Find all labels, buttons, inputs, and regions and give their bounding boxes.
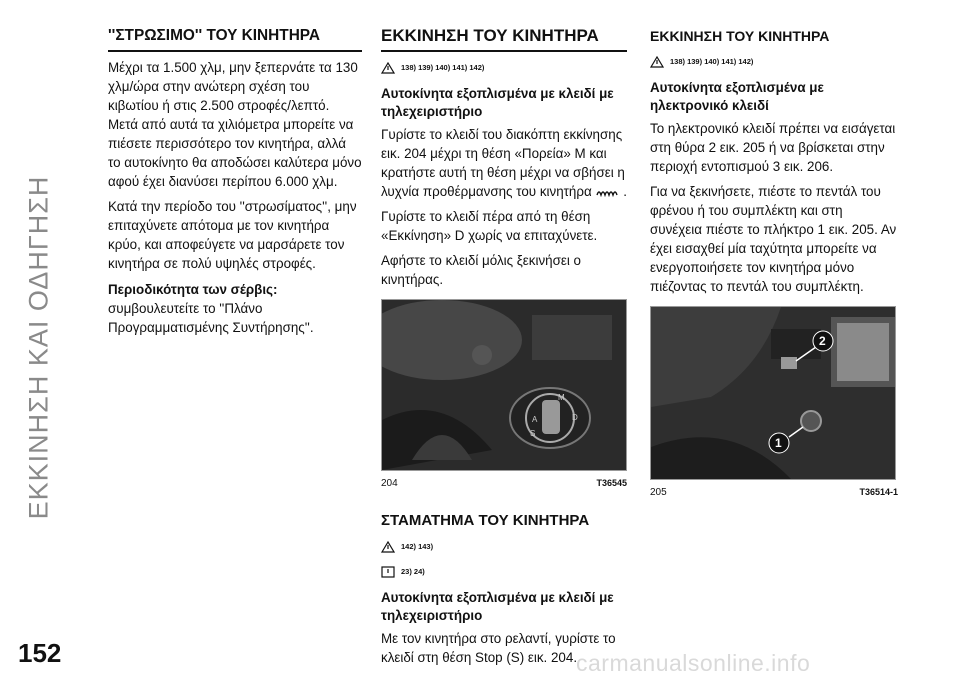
svg-text:D: D bbox=[572, 413, 578, 422]
start-step-2: Γυρίστε το κλειδί πέρα από τη θέση «Εκκίνηση» D χωρίς να επιταχύνετε. bbox=[381, 209, 598, 243]
electronic-key-subheading: Αυτοκίνητα εξοπλισμένα με ηλεκτρονικό κλειδί bbox=[650, 80, 824, 113]
engine-stop-heading: ΣΤΑΜΑΤΗΜΑ ΤΟΥ ΚΙΝΗΤΗΡΑ bbox=[381, 512, 590, 529]
figure-205-start-button bbox=[650, 306, 896, 480]
stop-warning-refs-1: 142) 143) bbox=[381, 537, 627, 556]
chapter-side-title bbox=[4, 32, 74, 662]
callout-2: 2 bbox=[819, 334, 826, 348]
running-in-paragraph-2: Κατά την περίοδο του ''στρωσίματος'', μην επιταχύνετε απότομα με τον κινητήρα κρύο, και αποφεύγετε να μαρσάρετε τον κινητήρα σε πολύ υψηλές στροφές. bbox=[108, 199, 357, 271]
page-number: 152 bbox=[18, 638, 62, 668]
figure-code: T36514-1 bbox=[859, 487, 898, 497]
service-interval-heading: Περιοδικότητα των σέρβις: bbox=[108, 282, 278, 297]
stop-text: Με τον κινητήρα στο ρελαντί, γυρίστε το κλειδί στη θέση Stop (S) εικ. 204. bbox=[381, 631, 616, 665]
electronic-key-paragraph-1: Το ηλεκτρονικό κλειδί πρέπει να εισάγεται στη θύρα 2 εικ. 205 ή να βρίσκεται στην περιοχή εντοπισμού 3 εικ. 206. bbox=[650, 121, 896, 174]
column-running-in bbox=[108, 26, 362, 343]
warning-hand-icon bbox=[381, 541, 395, 553]
svg-text:M: M bbox=[558, 393, 565, 402]
figure-204-caption bbox=[381, 474, 627, 493]
svg-text:A: A bbox=[532, 415, 538, 424]
engine-start-heading-electronic: ΕΚΚΙΝΗΣΗ ΤΟΥ ΚΙΝΗΤΗΡΑ bbox=[650, 28, 830, 44]
figure-number: 205 bbox=[650, 487, 667, 498]
engine-start-heading: ΕΚΚΙΝΗΣΗ ΤΟΥ ΚΙΝΗΤΗΡΑ bbox=[381, 26, 627, 52]
running-in-paragraph-1: Μέχρι τα 1.500 χλμ, μην ξεπερνάτε τα 130 χλμ/ώρα στην ανώτερη σχέση του κιβωτίου ή στις 2.500 στροφές/λεπτό. Μετά από αυτά τα χιλιόμετρα μπορείτε να πιέσετε περισσότερο τον κινητήρα, αλλά το αυτοκίνητο θα αποδώσει καλύτερα μόνο αφού έχει διανύσει περίπου 6.000 χλμ. bbox=[108, 60, 362, 189]
callout-1: 1 bbox=[775, 436, 782, 450]
column-engine-start-key bbox=[381, 26, 627, 673]
start-button-photo bbox=[651, 307, 895, 479]
glow-plug-icon bbox=[595, 187, 619, 197]
warning-hand-icon bbox=[381, 62, 395, 74]
column-engine-start-electronic bbox=[650, 26, 898, 502]
stop-warning-refs-2: 23) 24) bbox=[381, 562, 627, 581]
running-in-heading: ''ΣΤΡΩΣΙΜΟ'' ΤΟΥ ΚΙΝΗΤΗΡΑ bbox=[108, 26, 362, 52]
figure-204-ignition bbox=[381, 299, 627, 471]
watermark: carmanualsonline.info bbox=[576, 650, 811, 676]
stop-subheading: Αυτοκίνητα εξοπλισμένα με κλειδί με τηλεχειριστήριο bbox=[381, 590, 614, 623]
caution-icon bbox=[381, 566, 395, 578]
figure-number: 204 bbox=[381, 478, 398, 489]
electronic-key-paragraph-2: Για να ξεκινήσετε, πιέστε το πεντάλ του φρένου ή του συμπλέκτη και στη συνέχεια πιέστε το πλήκτρο 1 εικ. 205. Αν έχει εισαχθεί μία ταχύτητα μπορείτε να ενεργοποιήσετε τον κινητήρα μόνο πιέζοντας το πεντάλ του συμπλέκτη. bbox=[650, 184, 897, 294]
start-step-3: Αφήστε το κλειδί μόλις ξεκινήσει ο κινητήρας. bbox=[381, 253, 581, 287]
chapter-title-text: ΕΚΚΙΝΗΣΗ ΚΑΙ ΟΔΗΓΗΣΗ bbox=[23, 175, 54, 519]
figure-code: T36545 bbox=[596, 478, 627, 488]
figure-205-caption bbox=[650, 483, 898, 502]
key-remote-subheading: Αυτοκίνητα εξοπλισμένα με κλειδί με τηλεχειριστήριο bbox=[381, 86, 614, 119]
ignition-photo bbox=[382, 300, 626, 470]
svg-text:S: S bbox=[530, 429, 536, 438]
service-interval-text: συμβουλευτείτε το ''Πλάνο Προγραμματισμένης Συντήρησης''. bbox=[108, 301, 314, 335]
warning-refs: 138) 139) 140) 141) 142) bbox=[381, 58, 627, 77]
start-step-1: Γυρίστε το κλειδί του διακόπτη εκκίνησης εικ. 204 μέχρι τη θέση «Πορεία» M και κρατήστε αυτή τη θέση μέχρι να σβήσει η λυχνία προθέρμανσης του κινητήρα . bbox=[381, 127, 627, 199]
warning-hand-icon bbox=[650, 56, 664, 68]
warning-refs-electronic: 138) 139) 140) 141) 142) bbox=[650, 52, 898, 71]
